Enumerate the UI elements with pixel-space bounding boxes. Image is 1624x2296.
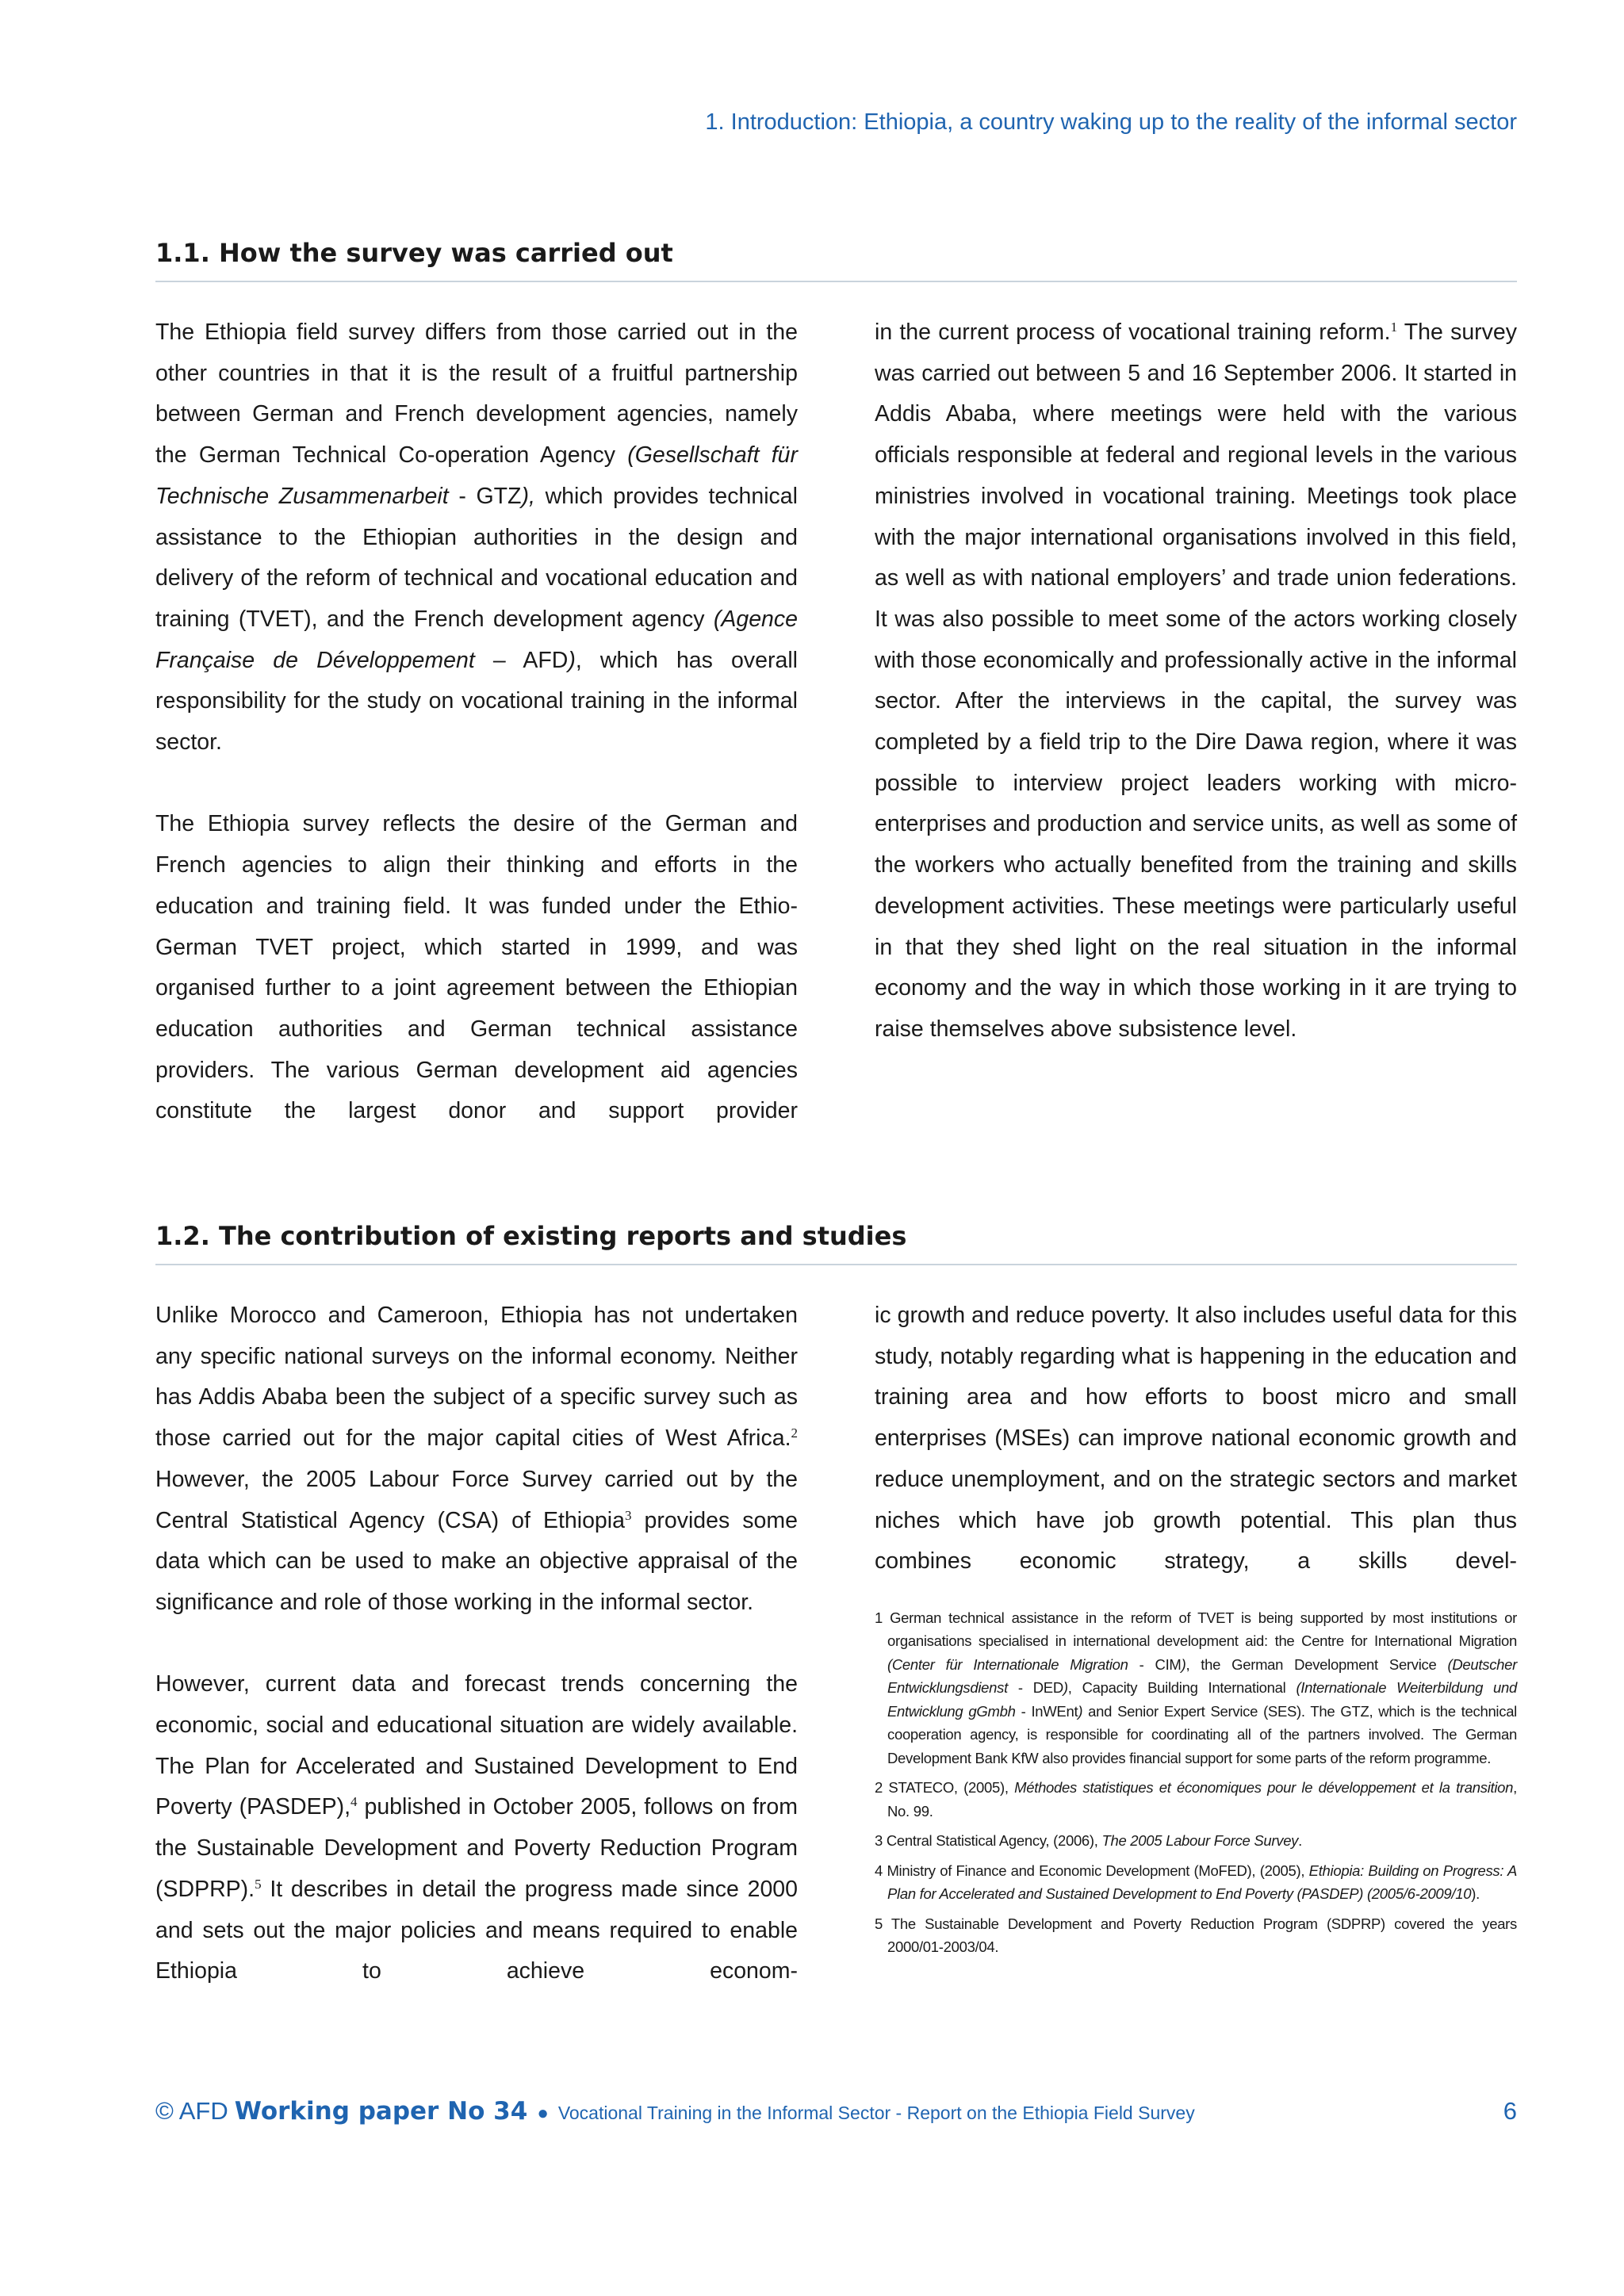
document-title: Vocational Training in the Informal Sector - Report on the Ethiopia Field Survey bbox=[557, 2103, 1195, 2123]
paragraph: ic growth and reduce poverty. It also includes useful data for this study, notably regarding what is happening in the education and training area and how efforts to boost micro and small enterprises (MSEs) can improve national economic growth and reduce unemployment, and on the strategic sectors and market niches which have job growth potential. This plan thus combines economic strategy, a skills devel- bbox=[875, 1303, 1517, 1575]
paragraph: The Ethiopia field survey differs from those carried out in the other countries in that it is the result of a fruitful partnership between German and French development agencies, namely the German Technical Co-operation Agency (Gesellschaft für Technische Zusammenarbeit - GTZ), which provides technical assistance to the Ethiopian authorities in the design and delivery of the reform of technical and vocational education and training (TVET), and the French development agency (Agence Française de Développement – AFD), which has overall responsibility for the study on vocational training in the informal sector. bbox=[155, 320, 798, 756]
footnote-3: 3 Central Statistical Agency, (2006), The 2005 Labour Force Survey. bbox=[875, 1832, 1302, 1850]
running-header: 1. Introduction: Ethiopia, a country waking up to the reality of the informal sector bbox=[705, 109, 1517, 135]
left-column bbox=[155, 312, 798, 1173]
section-heading: 1.2. The contribution of existing reports and studies bbox=[155, 1221, 1517, 1265]
paragraph: Unlike Morocco and Cameroon, Ethiopia has not undertaken any specific national surveys on the informal economy. Neither has Addis Ababa been the subject of a specific survey such as those carried out for the major capital cities of West Africa.$^2$ However, the 2005 Labour Force Survey carried out by the Central Statistical Agency (CSA) of Ethiopia$^3$ provides some data which can be used to make an objective appraisal of the significance and role of those working in the informal sector. bbox=[155, 1303, 798, 1615]
section-heading: 1.1. How the survey was carried out bbox=[155, 238, 1517, 282]
footnote-ref[interactable]: 2 bbox=[791, 1425, 798, 1441]
paragraph: However, current data and forecast trends concerning the economic, social and educational situation are widely available. The Plan for Accelerated and Sustained Development to End Poverty (PASDEP),$^4$ published in October 2005, follows on from the Sustainable Development and Poverty Reduction Program (SDPRP).$^5$ It describes in detail the progress made since 2000 and sets out the major policies and means required to enable Ethiopia to achieve econom- bbox=[155, 1671, 799, 1984]
footnote-1: 1 German technical assistance in the reform of TVET is being supported by most institutions or organisations specialised in international development aid: the Centre for International Migration (Center für Internationale Migration - CIM), the German Development Service (Deutscher Entwicklungsdienst - DED), Capacity Building International (Internationale Weiterbildung und Entwicklung gGmbh - InWEnt) and Senior Expert Service (SES). The GTZ, which is the technical cooperation agency, is responsible for coordinating all of the partners involved. The German Development Bank KfW also provides financial support for some parts of the reform programme. bbox=[875, 1609, 1517, 1766]
left-column bbox=[155, 1295, 798, 2034]
footnote-ref[interactable]: 4 bbox=[350, 1794, 358, 1810]
page-footer bbox=[155, 2097, 1517, 2126]
right-column bbox=[875, 1295, 1517, 2034]
right-column bbox=[875, 312, 1517, 1173]
footnote-ref[interactable]: 5 bbox=[255, 1876, 262, 1892]
footnote-2: 2 STATECO, (2005), Méthodes statistiques et économiques pour le développement et la transition, No. 99. bbox=[875, 1779, 1517, 1820]
series-title: Working paper No 34 bbox=[234, 2097, 528, 2126]
page-number: 6 bbox=[1503, 2097, 1517, 2125]
footnote-5: 5 The Sustainable Development and Poverty Reduction Program (SDPRP) covered the years 2000/01-2003/04. bbox=[875, 1915, 1517, 1956]
bullet-icon: ● bbox=[537, 2103, 549, 2124]
paragraph: in the current process of vocational training reform.$^1$ The survey was carried out between 5 and 16 September 2006. It started in Addis Ababa, where meetings were held with the various officials responsible at federal and regional levels in the various ministries involved in vocational training. Meetings took place with the major international organisations involved in this field, as well as with national employers’ and trade union federations. It was also possible to meet some of the actors working closely with those economically and professionally active in the informal sector. After the interviews in the capital, the survey was completed by a field trip to the Dire Dawa region, where it was possible to interview project leaders working with micro-enterprises and production and service units, as well as some of the workers who actually benefited from the training and skills development activities. These meetings were particularly useful in that they shed light on the real situation in the informal economy and the way in which those working in it are trying to raise themselves above subsistence level. bbox=[875, 320, 1518, 1042]
footnotes bbox=[875, 1606, 1517, 1959]
copyright: © AFD bbox=[155, 2097, 228, 2125]
footnote-ref[interactable]: 1 bbox=[1390, 320, 1398, 335]
footnote-ref[interactable]: 3 bbox=[624, 1507, 632, 1523]
footnote-4: 4 Ministry of Finance and Economic Development (MoFED), (2005), Ethiopia: Building on Progress: A Plan for Accelerated and Sustained Development to End Poverty (PASDEP) (2005/6-2009/10). bbox=[875, 1862, 1517, 1903]
section-survey bbox=[155, 238, 1517, 1173]
paragraph: The Ethiopia survey reflects the desire of the German and French agencies to align their thinking and efforts in the education and training field. It was funded under the Ethio-German TVET project, which started in 1999, and was organised further to a joint agreement between the Ethiopian education authorities and German technical assistance providers. The various German development aid agencies constitute the largest donor and support provider bbox=[155, 811, 798, 1124]
section-reports bbox=[155, 1221, 1517, 2034]
